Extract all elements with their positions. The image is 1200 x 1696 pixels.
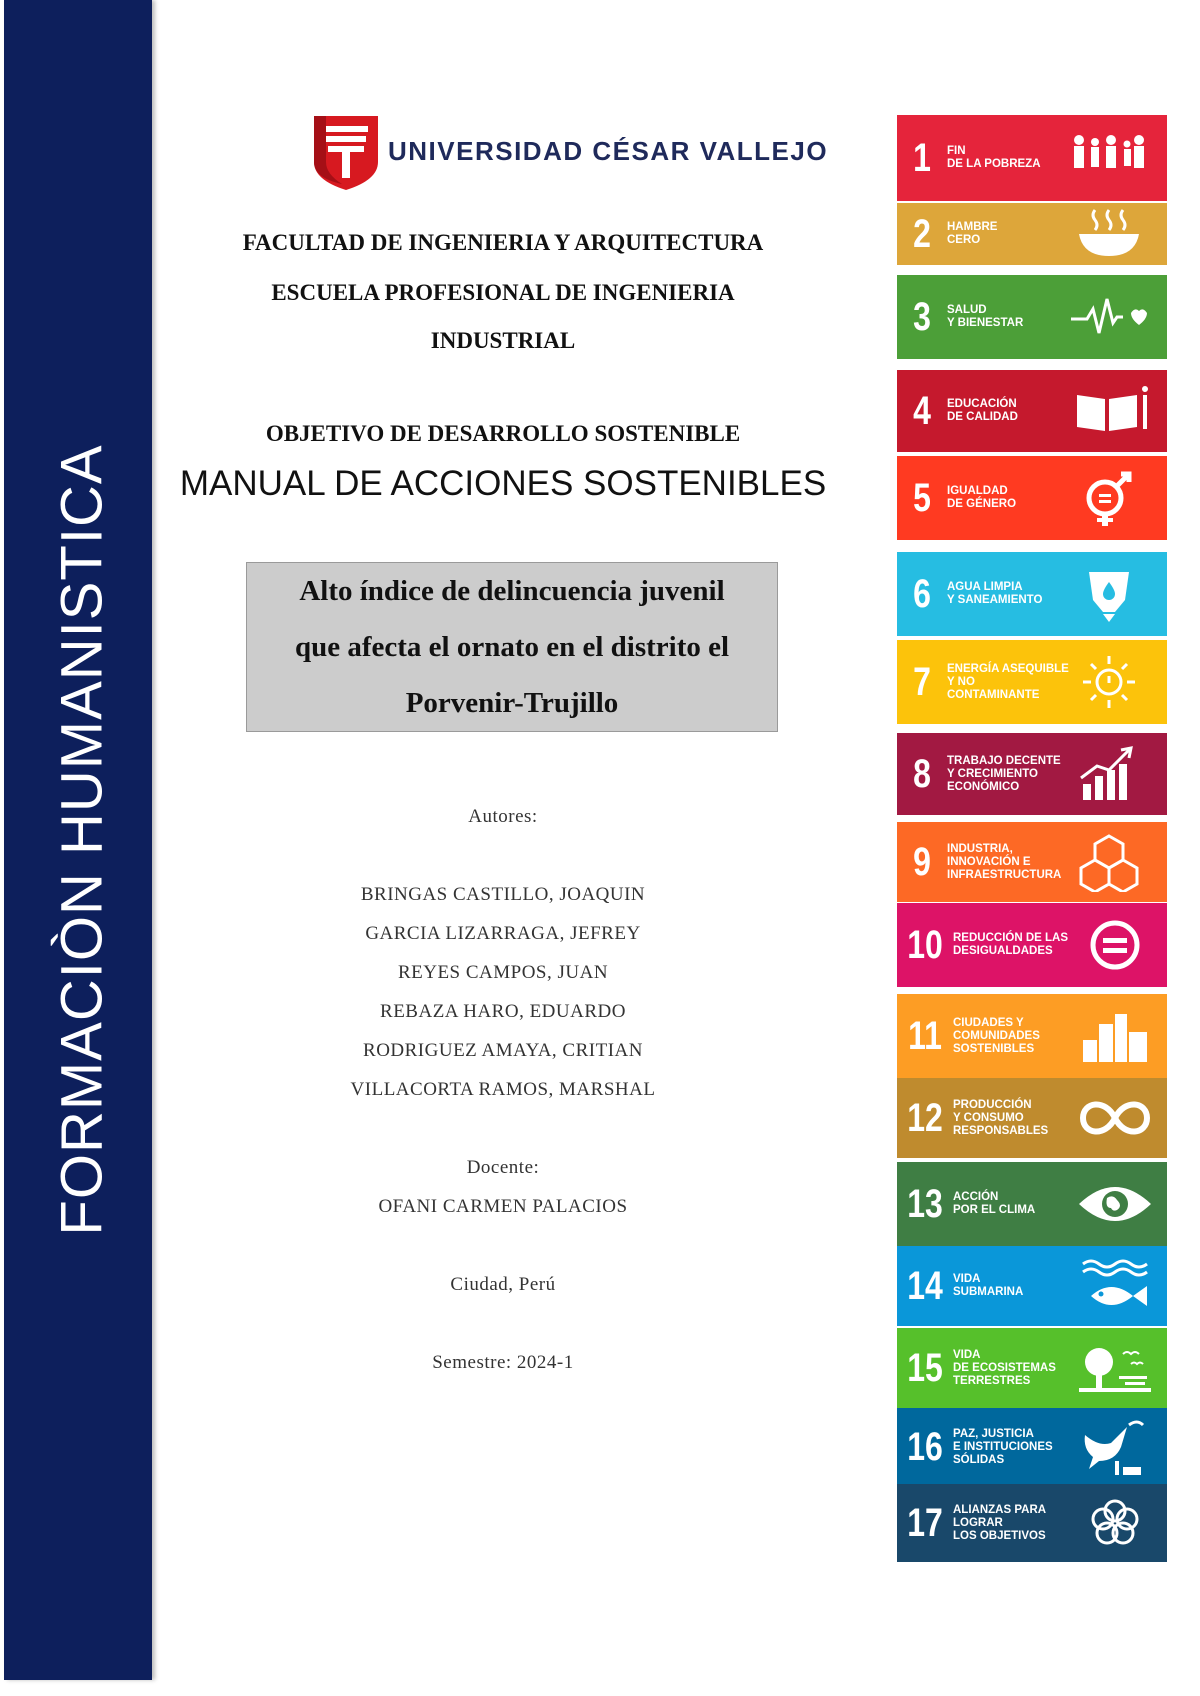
sdg-label-line: COMUNIDADES (953, 1029, 1040, 1042)
sdg-label (953, 932, 1075, 958)
sdg-label-line: FIN (947, 145, 966, 157)
project-title-line3: Porvenir-Trujillo (405, 687, 619, 719)
sdg-tile-8 (897, 733, 1167, 815)
sdg-label-line: PAZ, JUSTICIA (953, 1427, 1034, 1440)
sdg-label-line: Y CRECIMIENTO (947, 767, 1038, 780)
heartbeat-icon (1069, 287, 1149, 347)
city: Ciudad, Perú (450, 1274, 556, 1295)
author-name: GARCIA LIZARRAGA, JEFREY (365, 923, 641, 944)
sdg-label-line: ACCIÓN (953, 1191, 999, 1203)
sdg-label-line: ALIANZAS PARA (953, 1503, 1047, 1516)
faculty-heading: FACULTAD DE INGENIERIA Y ARQUITECTURA (242, 230, 764, 255)
semester: Semestre: 2024-1 (432, 1352, 574, 1373)
sdg-label (953, 1191, 1075, 1217)
sdg-label-line: RESPONSABLES (953, 1124, 1049, 1137)
sdg-label (947, 221, 1069, 247)
sdg-label-line: IGUALDAD (947, 485, 1008, 497)
sdg-label-line: E INSTITUCIONES (953, 1440, 1053, 1453)
sdg-label-line: SÓLIDAS (953, 1453, 1005, 1466)
sidebar-title: FORMACIÒN HUMANISTICA (49, 444, 115, 1236)
dove-icon (1075, 1417, 1155, 1477)
sdg-number: 10 (907, 922, 943, 967)
sdg-label-line: INDUSTRIA, (947, 842, 1013, 855)
sdg-tile-17 (897, 1484, 1167, 1562)
sdg-label-line: DE ECOSISTEMAS (953, 1361, 1056, 1374)
sdg-tile-12 (897, 1078, 1167, 1158)
sdg-label-line: SUBMARINA (953, 1286, 1024, 1298)
sdg-number: 5 (913, 475, 931, 520)
objective-heading: OBJETIVO DE DESARROLLO SOSTENIBLE (265, 421, 741, 446)
sdg-number: 12 (907, 1095, 943, 1140)
project-title-line2: que afecta el ornato en el distrito el (294, 631, 730, 663)
sdg-label (953, 1504, 1075, 1543)
sdg-label (953, 1428, 1075, 1467)
sdg-label-line: REDUCCIÓN DE LAS (953, 932, 1069, 944)
sdg-number: 8 (913, 751, 931, 796)
sdg-label-line: CERO (947, 234, 981, 246)
sdg-number: 3 (913, 294, 931, 339)
sdg-label (947, 843, 1069, 882)
sdg-label-line: Y SANEAMIENTO (947, 594, 1043, 606)
sdg-label (947, 398, 1069, 424)
sdg-tile-10 (897, 903, 1167, 987)
sdg-tile-13 (897, 1162, 1167, 1246)
equal-circle-icon (1075, 915, 1155, 975)
sdg-tile-15 (897, 1328, 1167, 1408)
sdg-tile-3 (897, 275, 1167, 359)
sdg-number: 4 (913, 388, 931, 433)
infinity-icon (1075, 1088, 1155, 1148)
food-bowl-icon (1069, 204, 1149, 264)
sdg-tile-11 (897, 994, 1167, 1078)
sun-power-icon (1069, 652, 1149, 712)
school-heading-line1: ESCUELA PROFESIONAL DE INGENIERIA (271, 280, 735, 305)
sdg-label-line: AGUA LIMPIA (947, 581, 1023, 593)
university-logo (312, 112, 829, 192)
sdg-label-line: SOSTENIBLES (953, 1042, 1035, 1055)
author-name: REBAZA HARO, EDUARDO (380, 1001, 626, 1022)
authors-label: Autores: (468, 806, 538, 827)
sdg-number: 14 (907, 1263, 943, 1308)
sdg-label-line: INNOVACIÓN E (947, 855, 1031, 868)
water-drop-icon (1069, 564, 1149, 624)
sdg-label-line: VIDA (953, 1348, 981, 1361)
sdg-tile-1 (897, 115, 1167, 201)
sidebar-band (4, 0, 152, 1680)
city-icon (1075, 1006, 1155, 1066)
sdg-label (953, 1099, 1075, 1138)
sdg-tile-16 (897, 1408, 1167, 1486)
sdg-label-line: DE GÉNERO (947, 498, 1017, 510)
sdg-number: 16 (907, 1424, 943, 1469)
author-name: BRINGAS CASTILLO, JOAQUIN (360, 884, 646, 905)
sdg-label-line: DE LA POBREZA (947, 158, 1041, 170)
sdg-label-line: DE CALIDAD (947, 411, 1018, 423)
sdg-number: 9 (913, 839, 931, 884)
teacher-label: Docente: (466, 1157, 540, 1178)
sdg-label-line: TRABAJO DECENTE (947, 754, 1061, 767)
sdg-label-line: EDUCACIÓN (947, 398, 1017, 410)
sdg-tile-9 (897, 822, 1167, 902)
sdg-label (947, 485, 1069, 511)
sdg-label-line: LOS OBJETIVOS (953, 1529, 1046, 1542)
university-name: UNIVERSIDAD CÉSAR VALLEJO (388, 136, 829, 166)
cubes-icon (1069, 832, 1149, 892)
sdg-label-line: Y NO CONTAMINANTE (947, 675, 1040, 701)
shield-logo-icon (312, 112, 380, 192)
gender-equality-icon (1069, 468, 1149, 528)
sdg-number: 11 (908, 1013, 942, 1058)
sdg-label (953, 1349, 1075, 1388)
sdg-tile-14 (897, 1246, 1167, 1326)
sdg-tile-7 (897, 640, 1167, 724)
sdg-number: 2 (913, 211, 931, 256)
book-icon (1069, 381, 1149, 441)
sdg-label-line: POR EL CLIMA (953, 1204, 1036, 1216)
sdg-number: 13 (907, 1181, 943, 1226)
sdg-label (953, 1017, 1075, 1056)
sdg-label-line: ECONÓMICO (947, 780, 1020, 793)
sdg-tile-6 (897, 552, 1167, 636)
tree-icon (1075, 1338, 1155, 1398)
author-name: REYES CAMPOS, JUAN (397, 962, 609, 983)
sdg-label (947, 581, 1069, 607)
sdg-label (947, 304, 1069, 330)
sdg-label (947, 145, 1069, 171)
sdg-number: 15 (907, 1345, 943, 1390)
partnership-flower-icon (1075, 1493, 1155, 1553)
sdg-label-line: Y BIENESTAR (947, 317, 1024, 329)
sdg-number: 6 (913, 571, 931, 616)
sdg-label-line: CIUDADES Y (953, 1016, 1024, 1029)
project-title-line1: Alto índice de delincuencia juvenil (299, 575, 725, 607)
sdg-label-line: ENERGÍA ASEQUIBLE (947, 662, 1069, 675)
sdg-label-line: SALUD (947, 304, 987, 316)
sdg-label-line: INFRAESTRUCTURA (947, 868, 1062, 881)
manual-heading: MANUAL DE ACCIONES SOSTENIBLES (179, 464, 827, 503)
earth-eye-icon (1075, 1174, 1155, 1234)
sdg-label-line: Y CONSUMO (953, 1111, 1024, 1124)
sdg-label-line: HAMBRE (947, 221, 998, 233)
family-icon (1069, 128, 1149, 188)
school-heading-line2: INDUSTRIAL (430, 328, 576, 353)
sdg-label-line: DESIGUALDADES (953, 945, 1053, 957)
sdg-number: 1 (913, 135, 931, 180)
sdg-tile-5 (897, 456, 1167, 540)
sdg-label-line: TERRESTRES (953, 1374, 1031, 1387)
author-name: RODRIGUEZ AMAYA, CRITIAN (363, 1040, 643, 1061)
project-title-box (246, 562, 778, 732)
teacher-name: OFANI CARMEN PALACIOS (378, 1196, 628, 1217)
sdg-label (947, 663, 1069, 702)
sdg-label (953, 1273, 1075, 1299)
sdg-label-line: LOGRAR (953, 1516, 1003, 1529)
sdg-tile-2 (897, 203, 1167, 265)
sdg-label-line: VIDA (953, 1273, 981, 1285)
sdg-number: 17 (907, 1500, 943, 1545)
growth-chart-icon (1069, 744, 1149, 804)
sdg-number: 7 (913, 659, 931, 704)
sdg-tile-4 (897, 370, 1167, 452)
fish-icon (1075, 1256, 1155, 1316)
author-name: VILLACORTA RAMOS, MARSHAL (350, 1079, 656, 1100)
sdg-label-line: PRODUCCIÓN (953, 1098, 1032, 1111)
sdg-label (947, 755, 1069, 794)
